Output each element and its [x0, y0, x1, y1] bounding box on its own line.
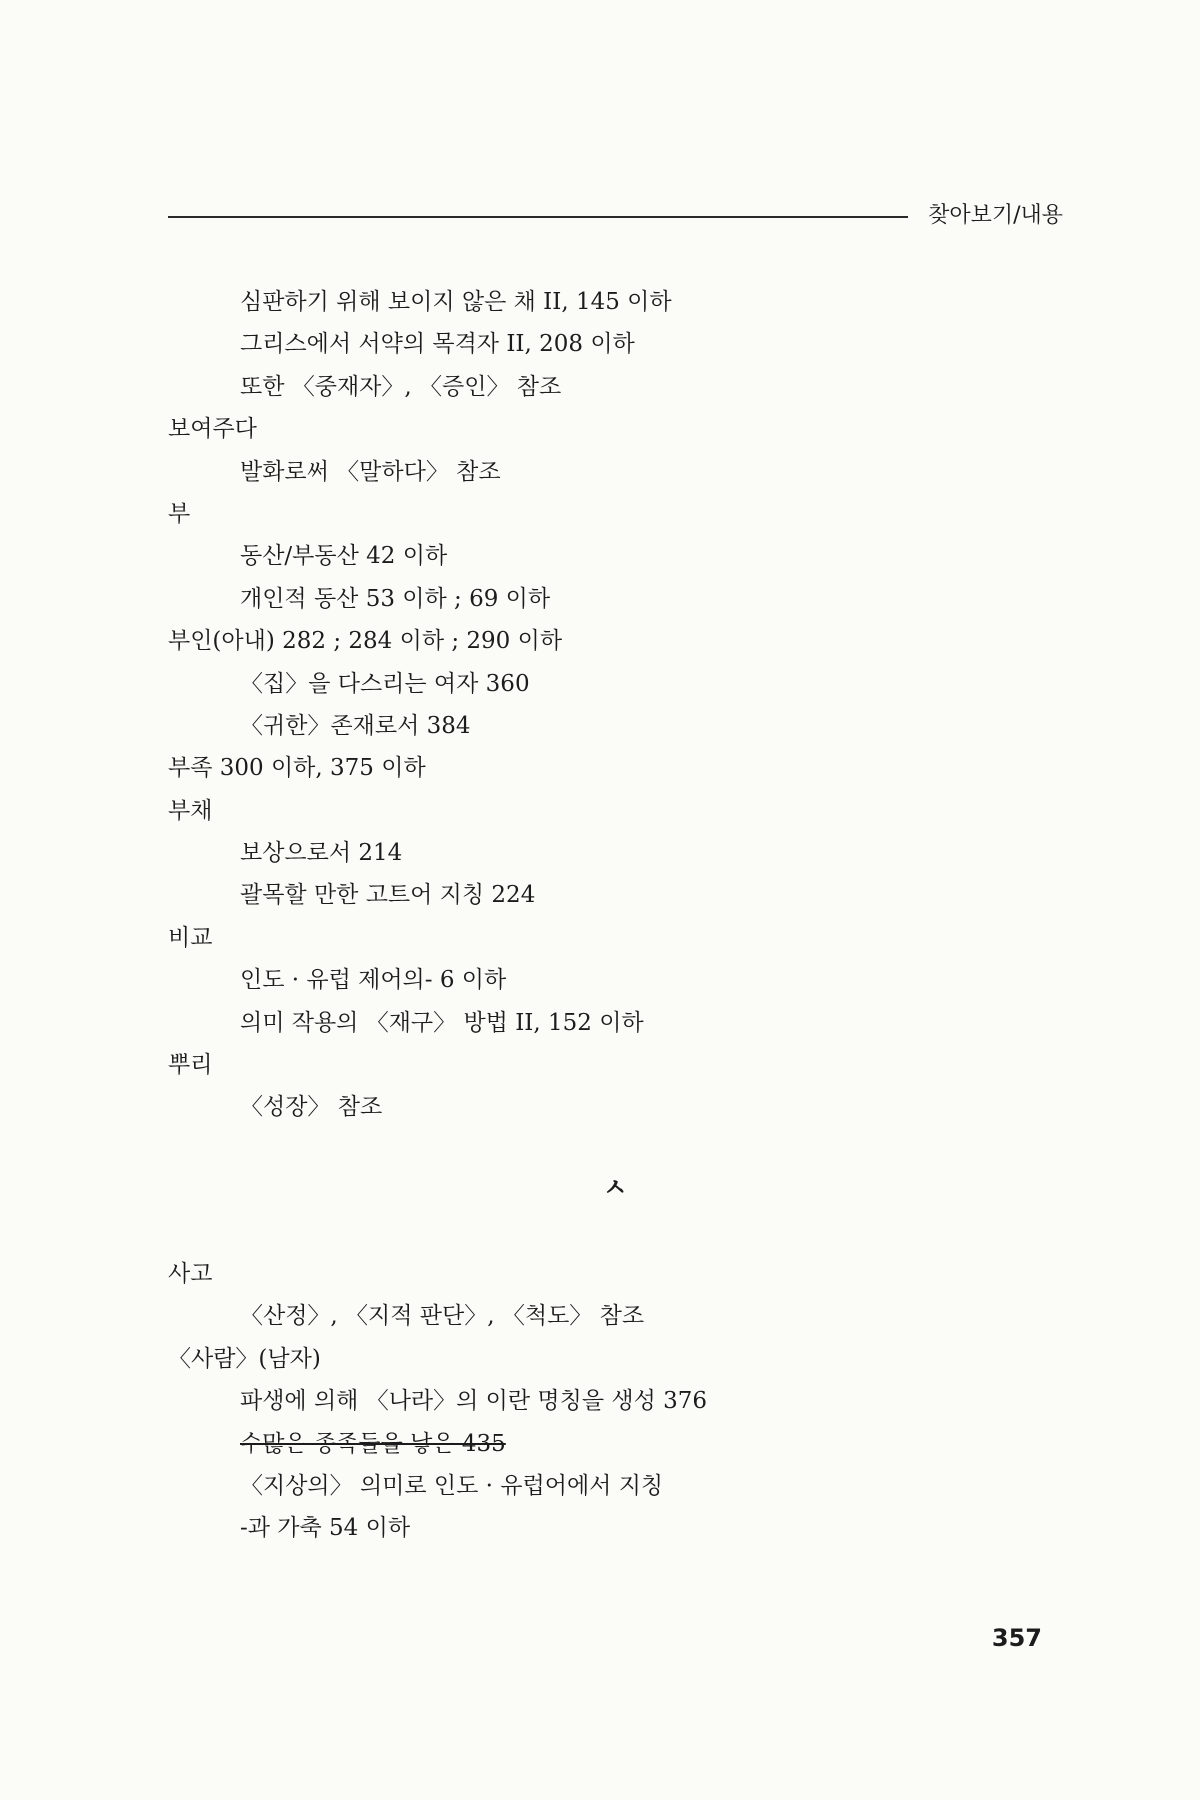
running-header: [168, 198, 1063, 234]
index-entry: 부인(아내) 282 ; 284 이하 ; 290 이하: [168, 628, 563, 655]
index-subentry: 개인적 동산 53 이하 ; 69 이하: [240, 585, 551, 612]
index-entry: 부족 300 이하, 375 이하: [168, 755, 426, 782]
index-list-s: [168, 1253, 1058, 1550]
page-number: 357: [991, 1624, 1042, 1652]
index-subentry: 파생에 의해 〈나라〉의 이란 명칭을 생성 376: [240, 1388, 708, 1415]
index-list-b: [168, 281, 1058, 1129]
index-subentry: 수많은 종족들을 낳은 435: [240, 1430, 506, 1457]
header-title: 찾아보기/내용: [928, 203, 1063, 228]
index-entry: 사고: [168, 1261, 213, 1287]
index-entry: 부: [168, 500, 191, 527]
index-entry: 뿌리: [168, 1052, 213, 1079]
index-subentry: 발화로써 〈말하다〉 참조: [240, 458, 501, 485]
index-subentry: 그리스에서 서약의 목격자 II, 208 이하: [240, 331, 635, 358]
index-subentry: 〈성장〉 참조: [240, 1094, 383, 1121]
index-subentry: 인도 · 유럽 제어의- 6 이하: [240, 967, 507, 994]
index-subentry: -과 가축 54 이하: [240, 1515, 411, 1542]
index-subentry: 또한 〈중재자〉, 〈증인〉 참조: [240, 373, 562, 400]
header-rule: [168, 216, 908, 218]
index-subentry: 보상으로서 214: [240, 840, 403, 867]
index-subentry: 동산/부동산 42 이하: [240, 543, 448, 570]
index-entry: 부채: [168, 797, 213, 824]
index-subentry: 의미 작용의 〈재구〉 방법 II, 152 이하: [240, 1009, 644, 1036]
index-entry: 보여주다: [168, 416, 257, 443]
index-subentry: 심판하기 위해 보이지 않은 채 II, 145 이하: [240, 289, 672, 315]
index-subentry: 〈귀한〉존재로서 384: [240, 712, 471, 739]
index-subentry: 〈산정〉, 〈지적 판단〉, 〈척도〉 참조: [240, 1303, 645, 1330]
index-entry: 비교: [168, 924, 213, 951]
index-subentry: 〈집〉을 다스리는 여자 360: [240, 670, 530, 697]
index-subentry: 괄목할 만한 고트어 지칭 224: [240, 882, 536, 909]
index-subentry: 〈지상의〉 의미로 인도 · 유럽어에서 지칭: [240, 1472, 664, 1499]
section-letter-heading: ㅅ: [603, 1173, 628, 1202]
index-entry: 〈사람〉(남자): [168, 1345, 321, 1372]
